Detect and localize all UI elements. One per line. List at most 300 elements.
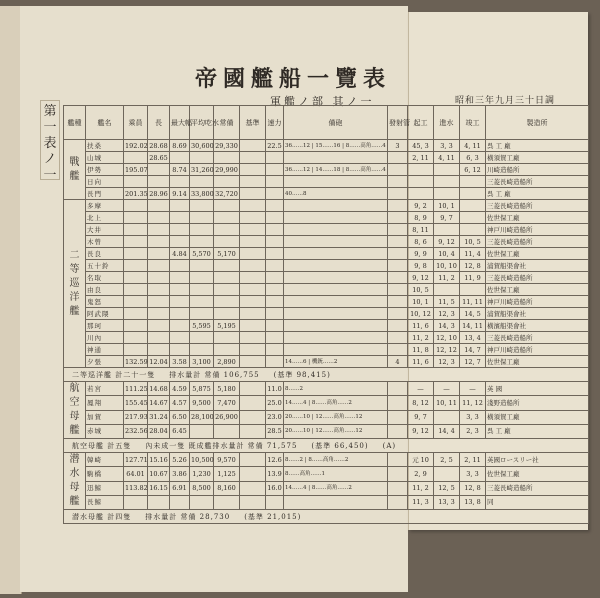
cell-length bbox=[148, 200, 170, 212]
cell-draft bbox=[190, 495, 214, 509]
cell-length: 28.96 bbox=[149, 189, 168, 198]
cell-crew bbox=[124, 200, 148, 212]
cell-maker: 神戸川崎造船所 bbox=[486, 296, 589, 308]
cell-draft: 8,500 bbox=[190, 481, 214, 495]
column-header: 基準 bbox=[240, 106, 266, 140]
cell-length bbox=[148, 332, 170, 344]
cell-arms: 14……4 | 8……高角……2 bbox=[284, 396, 388, 410]
column-header: 速力 bbox=[266, 106, 284, 140]
cell-laid: 11, 6 bbox=[408, 320, 434, 332]
cell-arms: 20……10 | 12……高角……12 bbox=[284, 410, 388, 424]
table-row bbox=[64, 495, 589, 509]
cell-laid: 11, 2 bbox=[408, 332, 434, 344]
cell-completed bbox=[460, 188, 486, 200]
cell-length bbox=[148, 284, 170, 296]
cell-draft: 1,230 bbox=[190, 467, 214, 481]
cell-maker: 淺野造船所 bbox=[486, 396, 589, 410]
cell-launched: — bbox=[434, 382, 460, 396]
cell-length bbox=[148, 308, 170, 320]
cell-draft bbox=[190, 176, 214, 188]
table-row bbox=[64, 164, 589, 176]
cell-maker: 三菱長崎造船所 bbox=[486, 200, 589, 212]
column-header: 常備 bbox=[214, 106, 240, 140]
cell-tubes bbox=[388, 164, 408, 176]
cell-completed bbox=[460, 176, 486, 188]
cell-name: 川內 bbox=[86, 332, 124, 344]
cell-completed: 13, 8 bbox=[460, 495, 486, 509]
cell-speed: 11.0 bbox=[266, 382, 284, 396]
cell-name: 神通 bbox=[86, 344, 124, 356]
cell-launched: 10, 4 bbox=[434, 248, 460, 260]
cell-tubes bbox=[388, 424, 408, 438]
cell-disp-base bbox=[240, 140, 266, 152]
cell-beam bbox=[170, 260, 190, 272]
cell-disp-base bbox=[240, 308, 266, 320]
cell-maker: 神戸川崎造船所 bbox=[486, 224, 589, 236]
cell-tubes bbox=[388, 272, 408, 284]
cell-beam bbox=[170, 236, 190, 248]
cell-name: 韓崎 bbox=[86, 453, 124, 467]
cell-speed bbox=[266, 356, 284, 368]
cell-launched bbox=[434, 284, 460, 296]
table-row bbox=[64, 296, 589, 308]
cell-disp-std bbox=[214, 308, 240, 320]
table-row bbox=[64, 236, 589, 248]
cell-disp-std bbox=[214, 495, 240, 509]
cell-disp-base bbox=[240, 424, 266, 438]
cell-beam: 6.91 bbox=[170, 481, 190, 495]
cell-crew: 192.02 bbox=[125, 141, 148, 150]
cell-name: 由良 bbox=[86, 284, 124, 296]
cell-beam: 8.69 bbox=[170, 140, 190, 152]
cell-tubes bbox=[388, 320, 408, 332]
cell-laid bbox=[408, 164, 434, 176]
table-row bbox=[64, 248, 589, 260]
cell-length: 28.65 bbox=[149, 153, 168, 162]
cell-tubes bbox=[388, 344, 408, 356]
cell-completed: 12, 8 bbox=[460, 481, 486, 495]
cell-tubes bbox=[388, 236, 408, 248]
cell-name: 北上 bbox=[86, 212, 124, 224]
summary-cell bbox=[64, 368, 589, 382]
column-header: 乘員 bbox=[124, 106, 148, 140]
cell-length bbox=[148, 495, 170, 509]
cell-arms bbox=[284, 176, 388, 188]
column-header: 備砲 bbox=[284, 106, 388, 140]
cell-name: 五十鈴 bbox=[86, 260, 124, 272]
cell-crew: 127.71 bbox=[124, 453, 148, 467]
cell-arms bbox=[284, 260, 388, 272]
cell-speed bbox=[266, 176, 284, 188]
table-row bbox=[64, 424, 589, 438]
cell-speed bbox=[266, 284, 284, 296]
cell-speed: 23.0 bbox=[266, 410, 284, 424]
cell-tubes bbox=[388, 481, 408, 495]
cell-launched: 14, 3 bbox=[434, 320, 460, 332]
cell-arms bbox=[284, 200, 388, 212]
cell-arms: 20……10 | 12……高角……12 bbox=[284, 424, 388, 438]
cell-draft bbox=[190, 424, 214, 438]
cell-beam bbox=[170, 212, 190, 224]
cell-beam: 9.14 bbox=[170, 188, 190, 200]
column-header: 平均吃水 bbox=[190, 106, 214, 140]
cell-draft bbox=[190, 236, 214, 248]
cell-disp-std bbox=[214, 332, 240, 344]
cell-laid: 8, 12 bbox=[408, 396, 434, 410]
cell-completed: 10, 5 bbox=[460, 236, 486, 248]
cell-name: 鬼怒 bbox=[86, 296, 124, 308]
cell-tubes bbox=[388, 308, 408, 320]
cell-disp-std: 2,890 bbox=[214, 356, 240, 368]
cell-laid: 11, 2 bbox=[408, 481, 434, 495]
cell-maker: 浦賀船渠會社 bbox=[486, 260, 589, 272]
cell-maker: 英國ロースリー社 bbox=[486, 453, 589, 467]
cell-disp-base bbox=[240, 495, 266, 509]
cell-tubes bbox=[388, 176, 408, 188]
cell-crew bbox=[124, 260, 148, 272]
cell-launched bbox=[434, 467, 460, 481]
cell-tubes bbox=[388, 410, 408, 424]
column-header: 最大幅 bbox=[170, 106, 190, 140]
cell-speed bbox=[266, 224, 284, 236]
cell-maker: 佐世保工廠 bbox=[486, 212, 589, 224]
cell-draft bbox=[190, 344, 214, 356]
cell-draft bbox=[190, 152, 214, 164]
cell-completed: 11, 9 bbox=[460, 272, 486, 284]
cell-beam: 8.74 bbox=[170, 164, 190, 176]
cell-disp-std bbox=[214, 236, 240, 248]
cell-name: 多摩 bbox=[86, 200, 124, 212]
cell-beam: 4.59 bbox=[170, 382, 190, 396]
cell-disp-base bbox=[240, 176, 266, 188]
cell-arms bbox=[284, 272, 388, 284]
cell-maker: 佐世保工廠 bbox=[486, 248, 589, 260]
cell-maker: 佐世保工廠 bbox=[486, 284, 589, 296]
cell-length bbox=[148, 212, 170, 224]
cell-tubes bbox=[388, 382, 408, 396]
cell-beam bbox=[170, 200, 190, 212]
cell-disp-base bbox=[240, 260, 266, 272]
cell-beam: 4.57 bbox=[170, 396, 190, 410]
cell-crew: 64.01 bbox=[124, 467, 148, 481]
cell-laid: 9, 12 bbox=[408, 272, 434, 284]
cell-crew bbox=[124, 224, 148, 236]
cell-maker: 橫須賀工廠 bbox=[486, 410, 589, 424]
cell-arms bbox=[284, 308, 388, 320]
cell-tubes bbox=[388, 453, 408, 467]
cell-name: 長鯨 bbox=[86, 495, 124, 509]
cell-disp-std: 1,125 bbox=[214, 467, 240, 481]
cell-name: 大井 bbox=[86, 224, 124, 236]
cell-length bbox=[148, 260, 170, 272]
cell-name: 名取 bbox=[86, 272, 124, 284]
cell-completed: 4, 11 bbox=[460, 140, 486, 152]
cell-disp-std bbox=[214, 284, 240, 296]
cell-laid bbox=[408, 188, 434, 200]
cell-length: 12.04 bbox=[149, 357, 168, 366]
cell-tubes bbox=[388, 248, 408, 260]
cell-launched: 10, 11 bbox=[434, 396, 460, 410]
cell-completed bbox=[460, 284, 486, 296]
cell-draft: 3,100 bbox=[190, 356, 214, 368]
cell-completed: 11, 11 bbox=[460, 296, 486, 308]
cell-maker: 佐世保工廠 bbox=[486, 467, 589, 481]
cell-arms bbox=[284, 320, 388, 332]
column-header: 進水 bbox=[434, 106, 460, 140]
ship-category-cell: 二等巡洋艦 bbox=[64, 200, 86, 368]
cell-disp-base bbox=[240, 284, 266, 296]
cell-launched: 12, 12 bbox=[434, 344, 460, 356]
cell-crew: 113.82 bbox=[124, 481, 148, 495]
cell-disp-std: 29,990 bbox=[215, 165, 238, 174]
cell-laid: 9, 7 bbox=[408, 410, 434, 424]
cell-disp-base bbox=[240, 410, 266, 424]
cell-draft: 9,500 bbox=[190, 396, 214, 410]
cell-completed bbox=[460, 212, 486, 224]
cell-speed: 25.0 bbox=[266, 396, 284, 410]
table-row bbox=[64, 467, 589, 481]
cell-speed bbox=[266, 248, 284, 260]
cell-beam: 6.50 bbox=[170, 410, 190, 424]
cell-maker: 三菱長崎造船所 bbox=[486, 332, 589, 344]
cell-beam bbox=[170, 152, 190, 164]
cell-maker: 橫須賀工廠 bbox=[486, 152, 589, 164]
cell-completed bbox=[460, 200, 486, 212]
cell-disp-std: 5,195 bbox=[214, 320, 240, 332]
cell-disp-std: 5,180 bbox=[214, 382, 240, 396]
cell-length bbox=[148, 248, 170, 260]
ship-category-cell: 航空母艦 bbox=[64, 382, 86, 439]
cell-arms bbox=[284, 236, 388, 248]
cell-speed: 12.6 bbox=[266, 453, 284, 467]
cell-speed bbox=[266, 236, 284, 248]
cell-arms bbox=[284, 212, 388, 224]
cell-completed: 3, 3 bbox=[460, 410, 486, 424]
cell-laid: 9, 8 bbox=[408, 260, 434, 272]
table-row bbox=[64, 152, 589, 164]
cell-disp-std bbox=[214, 176, 240, 188]
table-row bbox=[64, 284, 589, 296]
cell-laid: 10, 5 bbox=[408, 284, 434, 296]
cell-completed: 3, 3 bbox=[460, 467, 486, 481]
cell-name: 若宮 bbox=[86, 382, 124, 396]
table-row bbox=[64, 320, 589, 332]
cell-laid: 8, 6 bbox=[408, 236, 434, 248]
survey-date: 昭和三年九月三十日調 bbox=[455, 96, 556, 106]
cell-disp-base bbox=[240, 200, 266, 212]
cell-disp-base bbox=[240, 320, 266, 332]
cell-speed bbox=[266, 344, 284, 356]
cell-draft bbox=[190, 224, 214, 236]
summary-row bbox=[64, 368, 589, 382]
cell-maker: 同 bbox=[486, 495, 589, 509]
table-row bbox=[64, 396, 589, 410]
table-row bbox=[64, 224, 589, 236]
cell-draft: 5,595 bbox=[190, 320, 214, 332]
cell-launched bbox=[434, 224, 460, 236]
cell-length: 28.04 bbox=[148, 424, 170, 438]
cell-name: 赤城 bbox=[86, 424, 124, 438]
cell-crew: 132.59 bbox=[125, 357, 148, 366]
cell-arms bbox=[284, 495, 388, 509]
cell-completed: 11, 12 bbox=[460, 396, 486, 410]
table-row bbox=[64, 212, 589, 224]
cell-tubes bbox=[388, 200, 408, 212]
summary-cell bbox=[64, 510, 589, 524]
cell-length: 10.67 bbox=[148, 467, 170, 481]
cell-crew bbox=[124, 248, 148, 260]
cell-draft bbox=[190, 200, 214, 212]
cell-disp-std bbox=[214, 224, 240, 236]
cell-name: 那珂 bbox=[86, 320, 124, 332]
ship-category-cell: 潜水母艦 bbox=[64, 453, 86, 510]
cell-crew: 111.25 bbox=[124, 382, 148, 396]
cell-disp-std bbox=[214, 272, 240, 284]
cell-speed bbox=[266, 152, 284, 164]
cell-completed: 2, 3 bbox=[460, 424, 486, 438]
cell-disp-base bbox=[240, 248, 266, 260]
cell-tubes: 4 bbox=[388, 356, 408, 368]
cell-disp-std: 32,720 bbox=[215, 189, 238, 198]
cell-draft bbox=[190, 212, 214, 224]
cell-launched: 3, 3 bbox=[434, 140, 460, 152]
cell-name: 長良 bbox=[86, 248, 124, 260]
cell-maker: 浦賀船渠會社 bbox=[486, 308, 589, 320]
cell-beam bbox=[170, 224, 190, 236]
cell-maker: 呉 工 廠 bbox=[486, 140, 589, 152]
cell-speed: 13.9 bbox=[266, 467, 284, 481]
cell-draft: 31,260 bbox=[191, 165, 214, 174]
cell-maker: 三菱長崎造船所 bbox=[486, 272, 589, 284]
cell-length: 14.68 bbox=[148, 382, 170, 396]
column-header: 起工 bbox=[408, 106, 434, 140]
cell-tubes bbox=[388, 152, 408, 164]
table-row bbox=[64, 272, 589, 284]
cell-maker: 呉 工 廠 bbox=[486, 188, 589, 200]
cell-speed bbox=[266, 320, 284, 332]
table-row bbox=[64, 344, 589, 356]
cell-disp-std: 9,570 bbox=[214, 453, 240, 467]
cell-crew bbox=[124, 272, 148, 284]
cell-name: 長門 bbox=[86, 188, 124, 200]
cell-speed bbox=[266, 260, 284, 272]
cell-launched bbox=[434, 188, 460, 200]
cell-disp-std bbox=[214, 212, 240, 224]
cell-name: 夕張 bbox=[86, 356, 124, 368]
cell-draft: 5,875 bbox=[190, 382, 214, 396]
cell-crew bbox=[124, 284, 148, 296]
cell-crew bbox=[124, 236, 148, 248]
table-row bbox=[64, 382, 589, 396]
cell-crew bbox=[124, 308, 148, 320]
cell-crew: 195.07 bbox=[125, 165, 148, 174]
cell-beam bbox=[170, 332, 190, 344]
summary-row bbox=[64, 439, 589, 453]
summary-base: (基準 98,415) bbox=[273, 370, 331, 379]
table-row bbox=[64, 308, 589, 320]
cell-beam: 3.58 bbox=[170, 356, 190, 368]
cell-disp-std bbox=[214, 260, 240, 272]
cell-laid: 11, 3 bbox=[408, 495, 434, 509]
cell-beam bbox=[170, 284, 190, 296]
cell-launched: 2, 5 bbox=[434, 453, 460, 467]
column-header: 艦種 bbox=[64, 106, 86, 140]
cell-laid: 10, 12 bbox=[408, 308, 434, 320]
cell-draft bbox=[190, 296, 214, 308]
cell-length bbox=[148, 272, 170, 284]
cell-completed: 13, 4 bbox=[460, 332, 486, 344]
cell-maker: 佐世保工廠 bbox=[486, 356, 589, 368]
cell-completed: 14, 5 bbox=[460, 308, 486, 320]
cell-tubes bbox=[388, 396, 408, 410]
cell-tubes bbox=[388, 224, 408, 236]
cell-name: 駒橋 bbox=[86, 467, 124, 481]
cell-maker: 橫濱船渠會社 bbox=[486, 320, 589, 332]
cell-tubes bbox=[388, 188, 408, 200]
cell-launched: 11, 2 bbox=[434, 272, 460, 284]
summary-base: (基準 21,015) bbox=[244, 512, 302, 521]
summary-label: 潜水母艦 計四隻 bbox=[72, 512, 132, 521]
cell-launched: 11, 5 bbox=[434, 296, 460, 308]
cell-completed: 6, 12 bbox=[460, 164, 486, 176]
cell-speed bbox=[266, 200, 284, 212]
cell-launched: 10, 10 bbox=[434, 260, 460, 272]
cell-laid: 9, 9 bbox=[408, 248, 434, 260]
cell-length: 28.68 bbox=[149, 141, 168, 150]
summary-disp: 排水量計 常備 28,730 bbox=[145, 512, 231, 521]
cell-tubes bbox=[388, 467, 408, 481]
cell-laid: 8, 11 bbox=[408, 224, 434, 236]
cell-disp-base bbox=[240, 236, 266, 248]
cell-maker: 三菱長崎造船所 bbox=[486, 481, 589, 495]
cell-disp-std: 5,170 bbox=[214, 248, 240, 260]
book-cover-edge bbox=[0, 6, 22, 594]
table-row bbox=[64, 188, 589, 200]
cell-length bbox=[148, 224, 170, 236]
cell-crew bbox=[124, 212, 148, 224]
cell-crew bbox=[124, 344, 148, 356]
cell-speed bbox=[266, 164, 284, 176]
cell-draft bbox=[190, 260, 214, 272]
cell-disp-std bbox=[214, 344, 240, 356]
cell-laid: 11, 6 bbox=[408, 356, 434, 368]
summary-cell bbox=[64, 439, 589, 453]
cell-completed: 2, 11 bbox=[460, 453, 486, 467]
cell-arms bbox=[284, 224, 388, 236]
cell-arms bbox=[284, 344, 388, 356]
cell-launched: 12, 5 bbox=[434, 481, 460, 495]
cell-name: 阿武隈 bbox=[86, 308, 124, 320]
cell-speed bbox=[266, 296, 284, 308]
cell-completed: 6, 3 bbox=[460, 152, 486, 164]
cell-name: 加賀 bbox=[86, 410, 124, 424]
document-subtitle: 軍艦ノ部 其ノ一 bbox=[270, 95, 375, 108]
cell-speed bbox=[266, 212, 284, 224]
cell-laid: — bbox=[408, 382, 434, 396]
cell-draft bbox=[190, 272, 214, 284]
cell-name: 迅鯨 bbox=[86, 481, 124, 495]
cell-length: 16.15 bbox=[148, 481, 170, 495]
table-row bbox=[64, 332, 589, 344]
group-note: (A) bbox=[382, 441, 397, 450]
cell-arms bbox=[284, 152, 388, 164]
cell-disp-std: 29,330 bbox=[215, 141, 238, 150]
cell-crew bbox=[124, 495, 148, 509]
cell-disp-base bbox=[240, 396, 266, 410]
table-body bbox=[64, 140, 589, 524]
cell-draft bbox=[190, 332, 214, 344]
column-header: 發射管 bbox=[388, 106, 408, 140]
